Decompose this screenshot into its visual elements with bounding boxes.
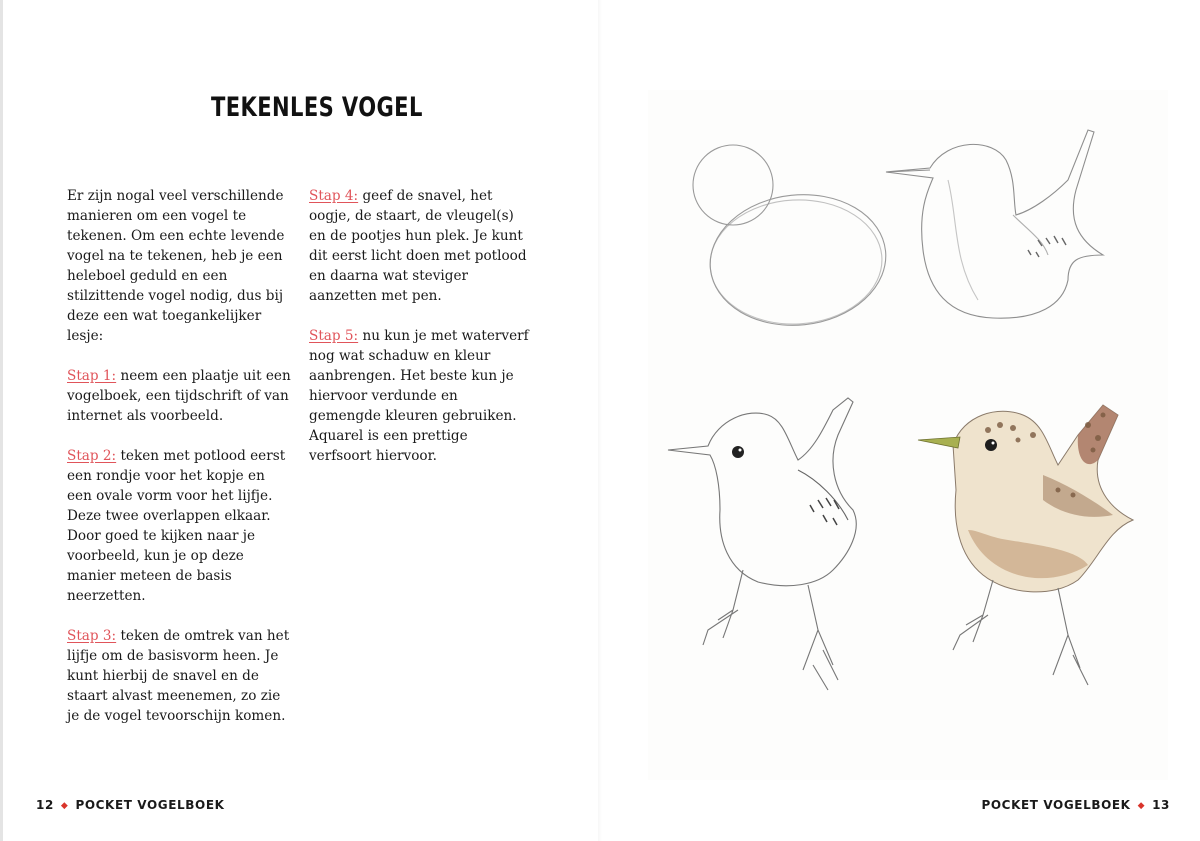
step-1-text: neem een plaatje uit een vogelboek, een tijdschrift of van internet als voorbeeld.: [67, 368, 291, 424]
step-4-paragraph: [309, 186, 534, 306]
step-2-sketch: [693, 145, 892, 334]
intro-paragraph: Er zijn nogal veel verschillende manieren om een vogel te tekenen. Om een echte levende vogel na te tekenen, heb je een heleboel geduld en een stilzittende vogel nodig, dus bij deze een wat toegankelijker lesje:: [67, 188, 285, 344]
step-1-label: Stap 1:: [67, 368, 117, 384]
step-2-paragraph: [67, 446, 292, 606]
book-title-right: POCKET VOGELBOEK: [981, 798, 1131, 812]
step-4-text: geef de snavel, het oogje, de staart, de vleugel(s) en de pootjes hun plek. Je kunt dit eerst licht doen met potlood en daarna wat steviger aanzetten met pen.: [309, 188, 527, 304]
footer-right: [981, 798, 1170, 812]
step-1-paragraph: [67, 366, 292, 426]
page-gutter: [598, 0, 602, 841]
diamond-icon: ◆: [60, 801, 69, 811]
diamond-icon: ◆: [1137, 801, 1146, 811]
step-2-text: teken met potlood eerst een rondje voor het kopje en een ovale vorm voor het lijfje. Deze twee overlappen elkaar. Door goed te kijken naar je voorbeeld, kun je op deze manier meteen de basis neerzetten.: [67, 448, 286, 604]
step-2-label: Stap 2:: [67, 448, 117, 464]
step-4-label: Stap 4:: [309, 188, 359, 204]
page-title: TEKENLES VOGEL: [211, 92, 423, 123]
footer-left: [36, 798, 225, 812]
step-5-paragraph: [309, 326, 534, 466]
step-5-label: Stap 5:: [309, 328, 359, 344]
step-3-sketch: [886, 130, 1103, 318]
page-number-right: 13: [1152, 798, 1170, 812]
step-3-label: Stap 3:: [67, 628, 117, 644]
text-column-2: [309, 186, 534, 486]
book-title-left: POCKET VOGELBOEK: [75, 798, 225, 812]
step-5-painting: [918, 405, 1133, 685]
bird-drawing-illustration: [648, 90, 1168, 780]
step-4-sketch: [668, 398, 856, 690]
step-3-text: teken de omtrek van het lijfje om de basisvorm heen. Je kunt hierbij de snavel en de staart alvast meenemen, zo zie je de vogel tevoorschijn komen.: [67, 628, 290, 724]
step-3-paragraph: [67, 626, 292, 726]
text-column-1: [67, 186, 292, 746]
step-5-text: nu kun je met waterverf nog wat schaduw en kleur aanbrengen. Het beste kun je hiervoor verdunde en gemengde kleuren gebruiken. Aquarel is een prettige verfsoort hiervoor.: [309, 328, 529, 464]
page-number-left: 12: [36, 798, 54, 812]
bird-drawing-steps-svg: [648, 90, 1168, 780]
